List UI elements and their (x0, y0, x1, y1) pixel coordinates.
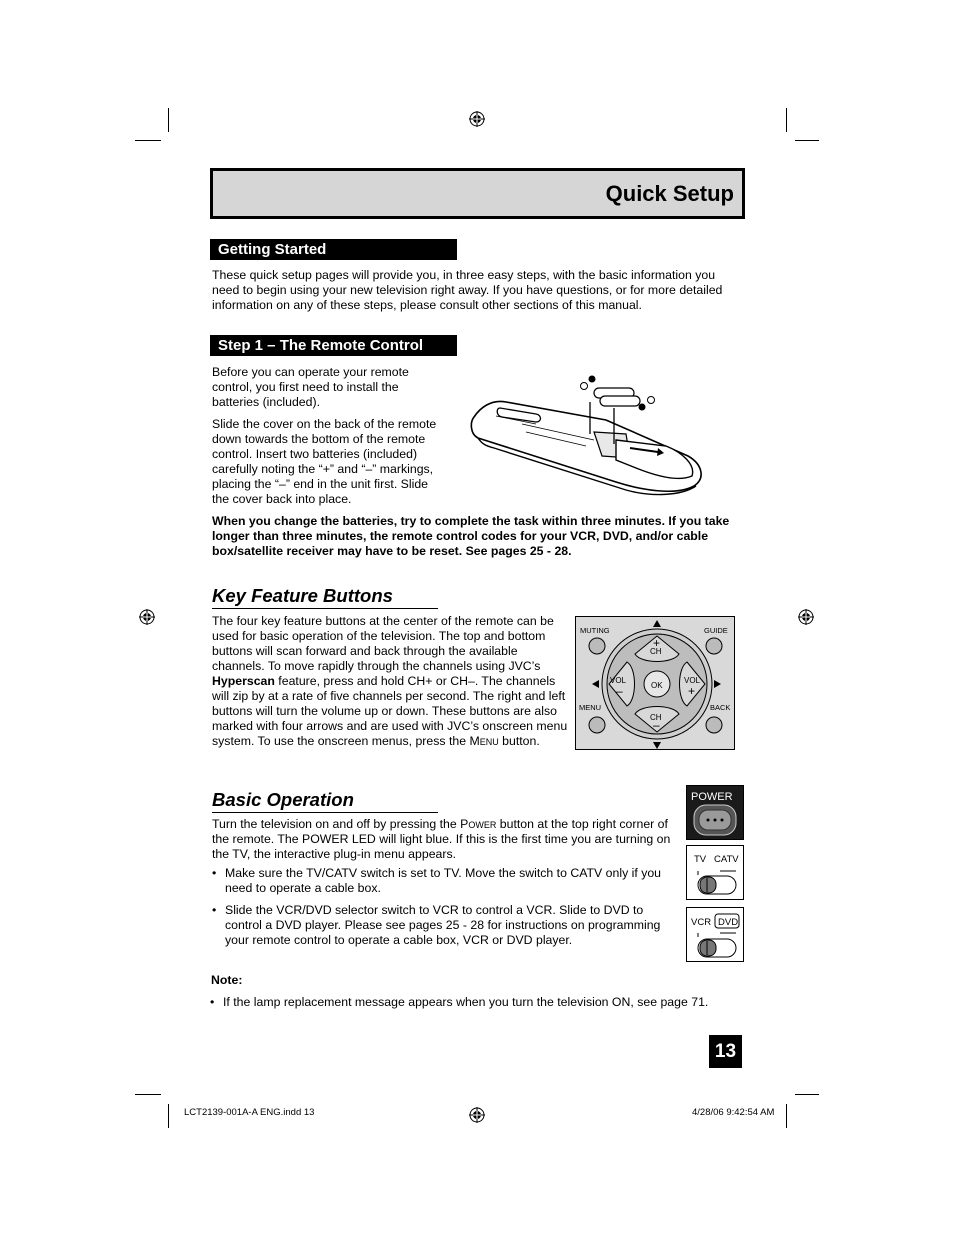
menu-term: Menu (469, 734, 499, 748)
registration-mark-icon (469, 1107, 485, 1123)
key-feature-text-b: feature, press and hold CH+ or CH–. The channels will zip by at a rate of five channels per second. The right and left buttons will turn the volume up or down. These buttons are also marked with four arrows and are used with JVC’s onscreen menu system. To use the onscreen menus, press the (212, 674, 568, 748)
basic-operation-intro (212, 817, 674, 862)
footer-file: LCT2139-001A-A ENG.indd 13 (184, 1107, 315, 1118)
vcr-label: VCR (691, 917, 712, 928)
ch-down-label: CH (650, 713, 662, 722)
basic-operation-intro-a: Turn the television on and off by pressing the (212, 817, 461, 831)
registration-mark-icon (798, 609, 814, 625)
step1-para2: Slide the cover on the back of the remote down towards the bottom of the remote control. Insert two batteries (included) carefully noting the “+” and “–” markings, placing the “–” end in the unit first. Slide the cover back into place. (212, 417, 437, 506)
crop-mark (795, 140, 819, 141)
ch-down-minus: – (653, 718, 660, 732)
crop-mark (168, 1104, 169, 1128)
vcr-dvd-switch-illustration (686, 907, 744, 962)
remote-battery-illustration-icon (466, 372, 706, 497)
basic-operation-intro-b: button at the top right corner of the remote. The POWER LED will light blue. If this is the first time you are turning on the TV, the interactive plug-in menu appears. (212, 817, 671, 861)
crop-mark (786, 1104, 787, 1128)
crop-mark (795, 1094, 819, 1095)
crop-mark (786, 108, 787, 132)
page-title-box (210, 168, 745, 219)
vol-left-minus: – (616, 684, 623, 698)
basic-operation-heading: Basic Operation (212, 789, 438, 813)
guide-label: GUIDE (704, 626, 728, 635)
tv-catv-switch-illustration (686, 845, 744, 900)
hyperscan-term: Hyperscan (212, 674, 275, 688)
key-feature-diagram (575, 616, 736, 751)
power-button-illustration (686, 785, 744, 840)
menu-button-icon (589, 717, 605, 733)
page-number: 13 (709, 1035, 742, 1068)
ok-label: OK (651, 681, 663, 690)
vol-right-plus: + (688, 684, 696, 698)
catv-label: CATV (714, 854, 739, 865)
ch-up-label: CH (650, 647, 662, 656)
power-term: Power (460, 817, 497, 831)
menu-label: MENU (579, 703, 602, 712)
note-item: • If the lamp replacement message appears when you turn the television ON, see page 71. (210, 995, 763, 1010)
crop-mark (135, 140, 161, 141)
key-feature-text (212, 614, 568, 749)
dvd-label: DVD (718, 917, 739, 928)
step1-heading: Step 1 – The Remote Control (210, 335, 457, 356)
battery-warning: When you change the batteries, try to complete the task within three minutes. If you take longer than three minutes, the remote control codes for your VCR, DVD, and/or cable box/satellite receiver may have to be reset. See pages 25 - 28. (212, 514, 730, 558)
footer-timestamp: 4/28/06 9:42:54 AM (692, 1107, 775, 1118)
list-item: • Slide the VCR/DVD selector switch to VCR to control a VCR. Slide to DVD to control a DVD player. Please see pages 25 - 28 for instructions on programming your remote control to operate a cable box, VCR or DVD player. (212, 903, 674, 948)
back-button-icon (706, 717, 722, 733)
registration-mark-icon (139, 609, 155, 625)
crop-mark (168, 108, 169, 132)
muting-button-icon (589, 638, 605, 654)
muting-label: MUTING (580, 626, 610, 635)
step1-para1: Before you can operate your remote control, you first need to install the batteries (included). (212, 365, 409, 409)
key-feature-text-a: The four key feature buttons at the center of the remote can be used for basic operation of the television. The top and bottom buttons will scan forward and back through the available channels. To move rapidly through the channels using JVC’s (212, 614, 554, 673)
vol-right-label: VOL (684, 676, 701, 685)
crop-mark (135, 1094, 161, 1095)
list-item: • Make sure the TV/CATV switch is set to TV. Move the switch to CATV only if you need to operate a cable box. (212, 866, 674, 896)
vol-left-label: VOL (610, 676, 627, 685)
key-feature-heading: Key Feature Buttons (212, 585, 438, 609)
ch-up-plus: + (653, 636, 661, 650)
registration-mark-icon (469, 111, 485, 127)
getting-started-text: These quick setup pages will provide you, in three easy steps, with the basic information you need to begin using your new television right away. If you have questions, or for more detailed information on any of these steps, please consult other sections of this manual. (212, 268, 723, 312)
getting-started-heading: Getting Started (210, 239, 457, 260)
power-label: POWER (691, 791, 733, 803)
basic-operation-text (212, 817, 674, 948)
page-title: Quick Setup (605, 181, 734, 206)
note-heading: Note: (211, 973, 243, 987)
step1-instructions (212, 365, 442, 507)
tv-label: TV (694, 854, 707, 865)
back-label: BACK (710, 703, 731, 712)
key-feature-text-c: button. (498, 734, 540, 748)
guide-button-icon (706, 638, 722, 654)
